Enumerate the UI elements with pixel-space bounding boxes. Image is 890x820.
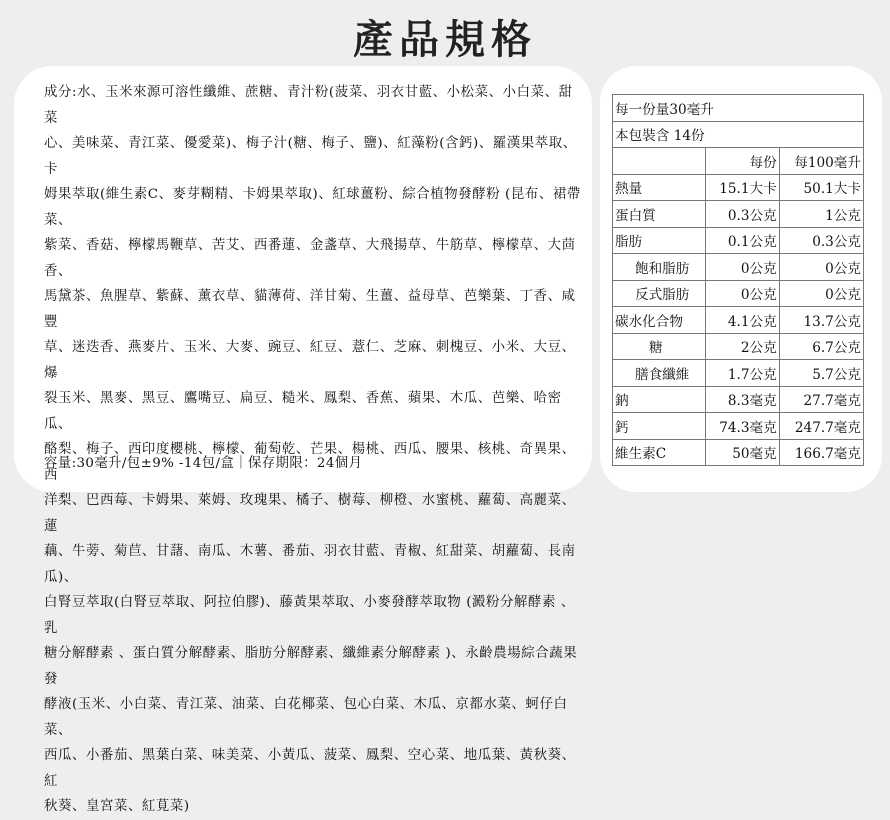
per-serving-value: 74.3毫克 <box>706 413 779 440</box>
table-row <box>613 413 864 440</box>
nutrient-name: 蛋白質 <box>613 201 706 228</box>
per-100-value: 166.7毫克 <box>779 439 863 466</box>
per-100-value: 0.3公克 <box>779 227 863 254</box>
table-row <box>613 174 864 201</box>
servings-per-pack: 本包裝含 14份 <box>613 121 864 148</box>
per-serving-value: 0公克 <box>706 280 779 307</box>
per-serving-value: 1.7公克 <box>706 360 779 387</box>
table-row <box>613 333 864 360</box>
nutrient-name: 糖 <box>613 333 706 360</box>
ingredients-text: 成分:水、玉米來源可溶性纖維、蔗糖、青汁粉(菠菜、羽衣甘藍、小松菜、小白菜、甜菜 心、美味菜、青江菜、優愛菜)、梅子汁(糖、梅子、鹽)、紅藻粉(含鈣)、羅漢果萃取、卡 姆果萃取(維生素C、麥芽糊精、卡姆果萃取)、紅球薑粉、綜合植物發酵粉 (昆布、裙帶菜、 紫菜、香菇、檸檬馬鞭草、苦艾、西番蓮、金盞草、大飛揚草、牛筋草、檸檬草、大茴香、 馬黛茶、魚腥草、紫蘇、薰衣草、貓薄荷、洋甘菊、生薑、益母草、芭樂葉、丁香、咸豐 草、迷迭香、燕麥片、玉米、大麥、豌豆、紅豆、薏仁、芝麻、刺槐豆、小米、大豆、爆 裂玉米、黑麥、黑豆、鷹嘴豆、扁豆、糙米、鳳梨、香蕉、蘋果、木瓜、芭樂、哈密瓜、 酪梨、梅子、西印度櫻桃、檸檬、葡萄乾、芒果、楊桃、西瓜、腰果、核桃、奇異果、西 洋梨、巴西莓、卡姆果、萊姆、玫瑰果、橘子、樹莓、柳橙、水蜜桃、蘿蔔、高麗菜、蓮 藕、牛蒡、菊苣、甘藷、南瓜、木薯、番茄、羽衣甘藍、青椒、紅甜菜、胡蘿蔔、長南瓜)、 白腎豆萃取(白腎豆萃取、阿拉伯膠)、藤黃果萃取、小麥發酵萃取物 (澱粉分解酵素 、乳 糖分解酵素 、蛋白質分解酵素、脂肪分解酵素、纖維素分解酵素 )、永齡農場綜合蔬果發 酵液(玉米、小白菜、青江菜、油菜、白花椰菜、包心白菜、木瓜、京都水菜、蚵仔白菜、 西瓜、小番茄、黑葉白菜、味美菜、小黃瓜、菠菜、鳳梨、空心菜、地瓜葉、黃秋葵、紅 秋葵、皇宮菜、紅莧菜) <box>44 85 581 814</box>
per-100-value: 0公克 <box>779 254 863 281</box>
nutrient-name: 鈣 <box>613 413 706 440</box>
serving-size: 每一份量30毫升 <box>613 95 864 122</box>
nutrient-name: 維生素C <box>613 439 706 466</box>
per-serving-value: 50毫克 <box>706 439 779 466</box>
table-row <box>613 307 864 334</box>
page-title: 產品規格 <box>353 16 537 63</box>
nutrition-table <box>612 94 864 466</box>
col-per-serving: 每份 <box>706 148 779 175</box>
table-row <box>613 227 864 254</box>
per-100-value: 0公克 <box>779 280 863 307</box>
nutrient-name: 飽和脂肪 <box>613 254 706 281</box>
nutrient-name: 熱量 <box>613 174 706 201</box>
table-row <box>613 439 864 466</box>
nutrient-name: 脂肪 <box>613 227 706 254</box>
per-100-value: 247.7毫克 <box>779 413 863 440</box>
per-100-value: 13.7公克 <box>779 307 863 334</box>
header-row <box>613 148 864 175</box>
serving-row <box>613 95 864 122</box>
per-100-value: 6.7公克 <box>779 333 863 360</box>
table-row <box>613 201 864 228</box>
spec-line: 容量:30毫升/包±9% -14包/盒｜保存期限：24個月 <box>44 456 363 471</box>
table-row <box>613 386 864 413</box>
per-100-value: 50.1大卡 <box>779 174 863 201</box>
table-row <box>613 360 864 387</box>
per-100-value: 1公克 <box>779 201 863 228</box>
nutrient-name: 反式脂肪 <box>613 280 706 307</box>
per-serving-value: 15.1大卡 <box>706 174 779 201</box>
col-per-100: 每100毫升 <box>779 148 863 175</box>
table-row <box>613 280 864 307</box>
per-100-value: 5.7公克 <box>779 360 863 387</box>
per-serving-value: 0.3公克 <box>706 201 779 228</box>
header-blank <box>613 148 706 175</box>
nutrient-name: 膳食纖維 <box>613 360 706 387</box>
nutrient-name: 鈉 <box>613 386 706 413</box>
nutrient-name: 碳水化合物 <box>613 307 706 334</box>
per-serving-value: 2公克 <box>706 333 779 360</box>
per-100-value: 27.7毫克 <box>779 386 863 413</box>
per-serving-value: 0.1公克 <box>706 227 779 254</box>
per-serving-value: 8.3毫克 <box>706 386 779 413</box>
per-serving-value: 4.1公克 <box>706 307 779 334</box>
table-row <box>613 254 864 281</box>
servings-per-pack-row <box>613 121 864 148</box>
per-serving-value: 0公克 <box>706 254 779 281</box>
